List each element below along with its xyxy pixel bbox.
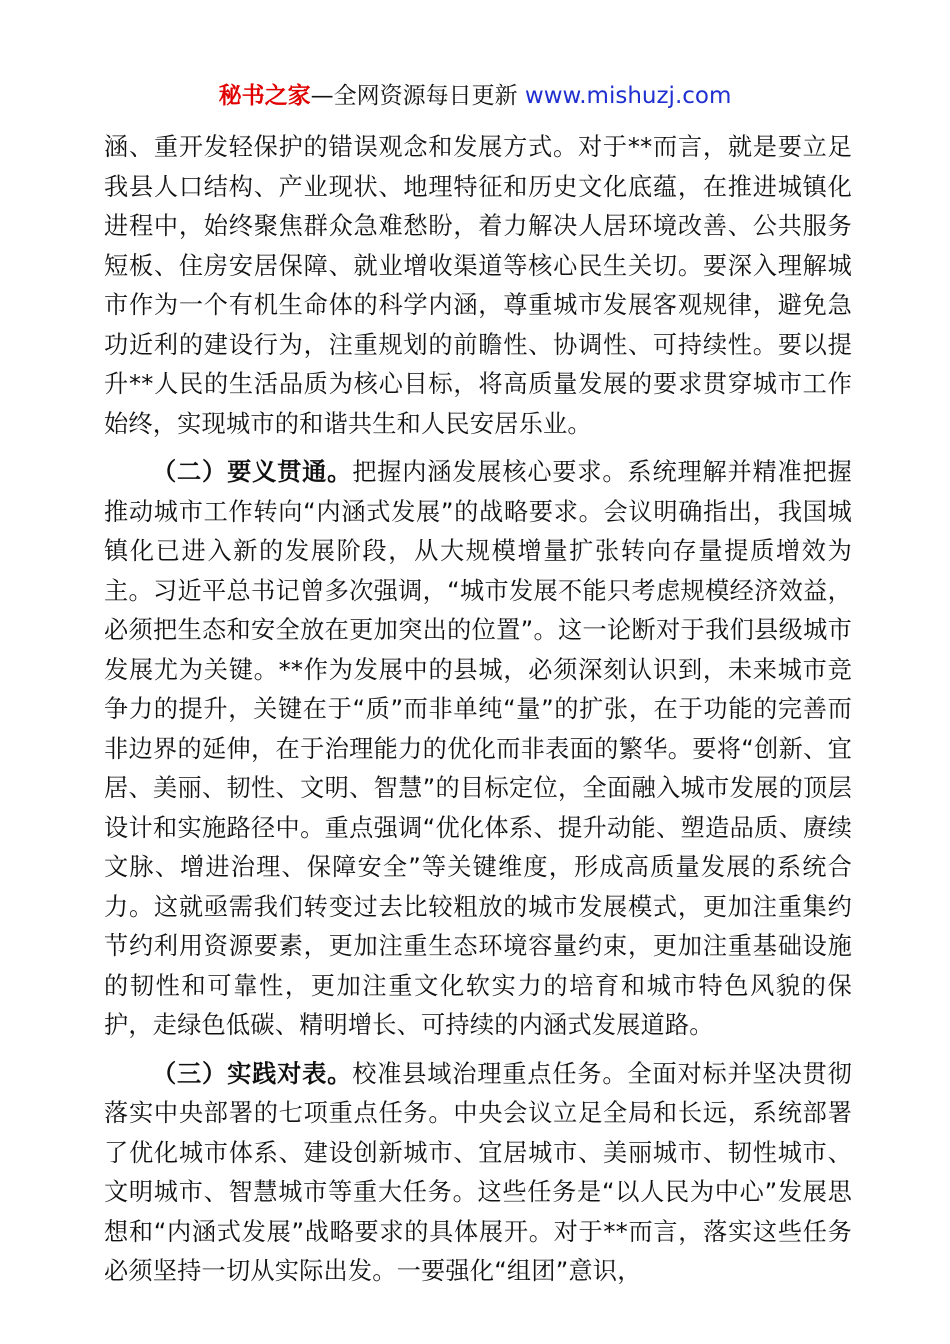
- paragraph-1-text: 涵、重开发轻保护的错误观念和发展方式。对于**而言，就是要立足我县人口结构、产业现状、地理特征和历史文化底蕴，在推进城镇化进程中，始终聚焦群众急难愁盼，着力解决人居环境改善、公共服务短板、住房安居保障、就业增收渠道等核心民生关切。要深入理解城市作为一个有机生命体的科学内涵，尊重城市发展客观规律，避免急功近利的建设行为，注重规划的前瞻性、协调性、可持续性。要以提升**人民的生活品质为核心目标，将高质量发展的要求贯穿城市工作始终，实现城市的和谐共生和人民安居乐业。: [104, 133, 852, 438]
- section-heading-3: （三）实践对表。: [152, 1059, 353, 1088]
- document-body: [104, 128, 852, 1292]
- paragraph-3: [104, 1055, 852, 1292]
- brand-name: 秘书之家: [218, 83, 311, 109]
- paragraph-2-text: 把握内涵发展核心要求。系统理解并精准把握推动城市工作转向“内涵式发展”的战略要求。会议明确指出，我国城镇化已进入新的发展阶段，从大规模增量扩张转向存量提质增效为主。习近平总书记曾多次强调，“城市发展不能只考虑规模经济效益，必须把生态和安全放在更加突出的位置”。这一论断对于我们县级城市发展尤为关键。**作为发展中的县城，必须深刻认识到，未来城市竞争力的提升，关键在于“质”而非单纯“量”的扩张，在于功能的完善而非边界的延伸，在于治理能力的优化而非表面的繁华。要将“创新、宜居、美丽、韧性、文明、智慧”的目标定位，全面融入城市发展的顶层设计和实施路径中。重点强调“优化体系、提升动能、塑造品质、赓续文脉、增进治理、保障安全”等关键维度，形成高质量发展的系统合力。这就亟需我们转变过去比较粗放的城市发展模式，更加注重集约节约利用资源要素，更加注重生态环境容量约束，更加注重基础设施的韧性和可靠性，更加注重文化软实力的培育和城市特色风貌的保护，走绿色低碳、精明增长、可持续的内涵式发展道路。: [104, 458, 852, 1039]
- site-url-link[interactable]: www.mishuzj.com: [524, 83, 732, 109]
- paragraph-3-text: 校准县域治理重点任务。全面对标并坚决贯彻落实中央部署的七项重点任务。中央会议立足全局和长远，系统部署了优化城市体系、建设创新城市、宜居城市、美丽城市、韧性城市、文明城市、智慧城市等重大任务。这些任务是“以人民为中心”发展思想和“内涵式发展”战略要求的具体展开。对于**而言，落实这些任务必须坚持一切从实际出发。一要强化“组团”意识，: [104, 1059, 852, 1285]
- paragraph-1: [104, 128, 852, 444]
- paragraph-2: [104, 453, 852, 1046]
- header-tagline: —全网资源每日更新: [310, 83, 518, 109]
- site-header: [0, 80, 950, 112]
- section-heading-2: （二）要义贯通。: [152, 458, 353, 486]
